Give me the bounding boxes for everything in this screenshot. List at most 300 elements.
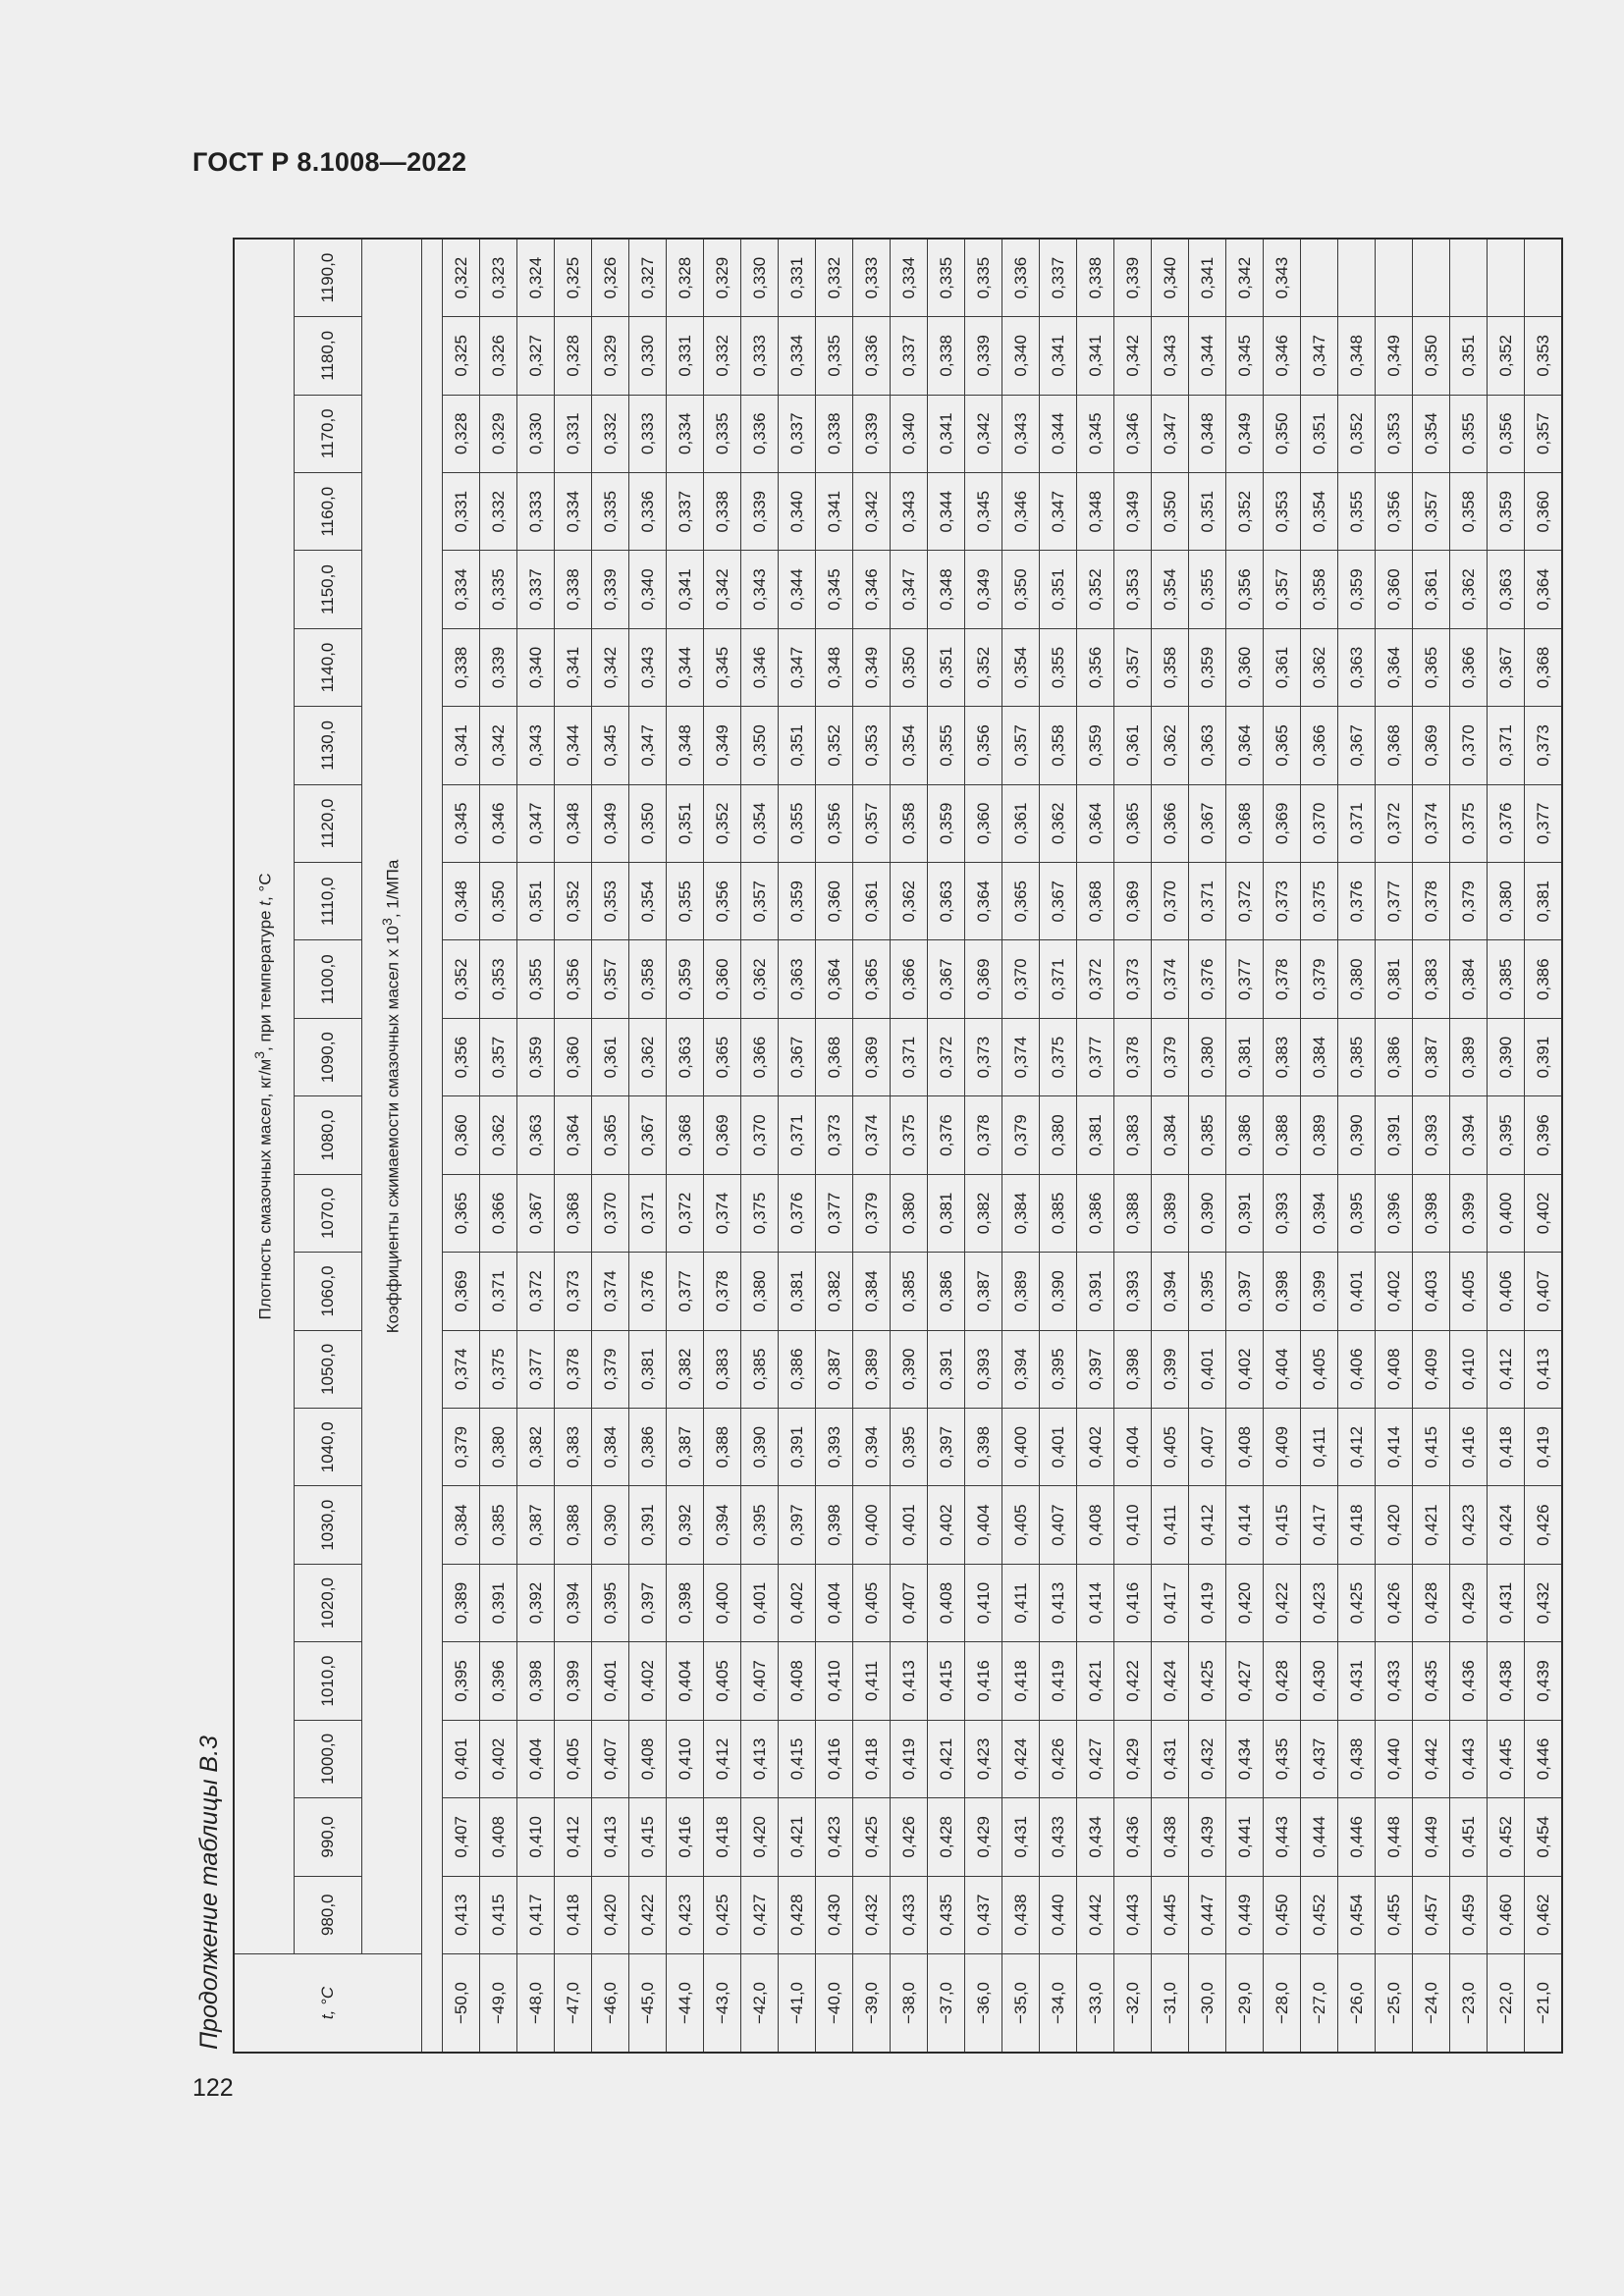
value-cell: 0,392 bbox=[667, 1486, 704, 1564]
value-cell: 0,352 bbox=[555, 863, 592, 940]
value-cell: 0,325 bbox=[443, 317, 480, 395]
coefficient-header bbox=[362, 239, 422, 1953]
value-cell: 0,350 bbox=[1413, 317, 1450, 395]
density-col-header: 1090,0 bbox=[295, 1018, 362, 1095]
value-cell: 0,378 bbox=[1114, 1018, 1152, 1095]
value-cell: 0,350 bbox=[629, 784, 667, 862]
value-cell: 0,390 bbox=[741, 1409, 779, 1486]
value-cell: 0,332 bbox=[816, 239, 853, 317]
value-cell: 0,416 bbox=[667, 1798, 704, 1876]
value-cell: 0,360 bbox=[443, 1096, 480, 1174]
density-col-header: 1150,0 bbox=[295, 551, 362, 628]
value-cell: 0,355 bbox=[1189, 551, 1226, 628]
value-cell: 0,379 bbox=[853, 1174, 891, 1252]
value-cell: 0,352 bbox=[965, 628, 1002, 706]
value-cell: 0,425 bbox=[853, 1798, 891, 1876]
value-cell: 0,415 bbox=[779, 1720, 816, 1797]
density-col-header: 1010,0 bbox=[295, 1642, 362, 1720]
value-cell: 0,395 bbox=[1189, 1253, 1226, 1330]
value-cell: 0,352 bbox=[816, 707, 853, 784]
value-cell: 0,398 bbox=[1264, 1253, 1301, 1330]
value-cell: 0,415 bbox=[480, 1876, 517, 1953]
value-cell: 0,365 bbox=[853, 940, 891, 1018]
value-cell: 0,374 bbox=[704, 1174, 741, 1252]
value-cell: 0,355 bbox=[779, 784, 816, 862]
value-cell: 0,359 bbox=[1338, 551, 1376, 628]
value-cell: 0,410 bbox=[1114, 1486, 1152, 1564]
value-cell: 0,328 bbox=[555, 317, 592, 395]
value-cell: 0,398 bbox=[667, 1564, 704, 1641]
value-cell: 0,405 bbox=[1152, 1409, 1189, 1486]
value-cell: 0,343 bbox=[517, 707, 555, 784]
table-row bbox=[1077, 239, 1114, 2053]
value-cell: 0,382 bbox=[965, 1174, 1002, 1252]
value-cell: 0,357 bbox=[480, 1018, 517, 1095]
table-row bbox=[1152, 239, 1189, 2053]
value-cell: 0,430 bbox=[816, 1876, 853, 1953]
value-cell: 0,407 bbox=[592, 1720, 629, 1797]
value-cell: 0,358 bbox=[1450, 472, 1488, 550]
value-cell: 0,371 bbox=[1488, 707, 1525, 784]
table-row bbox=[853, 239, 891, 2053]
value-cell: 0,374 bbox=[1413, 784, 1450, 862]
value-cell: 0,426 bbox=[891, 1798, 928, 1876]
value-cell: 0,347 bbox=[629, 707, 667, 784]
value-cell: 0,397 bbox=[779, 1486, 816, 1564]
value-cell: 0,402 bbox=[928, 1486, 965, 1564]
value-cell: 0,365 bbox=[1264, 707, 1301, 784]
value-cell: 0,361 bbox=[1264, 628, 1301, 706]
value-cell: 0,368 bbox=[555, 1174, 592, 1252]
density-col-header: 1060,0 bbox=[295, 1253, 362, 1330]
value-cell: 0,355 bbox=[1040, 628, 1077, 706]
value-cell: 0,416 bbox=[965, 1642, 1002, 1720]
value-cell: 0,357 bbox=[592, 940, 629, 1018]
value-cell: 0,434 bbox=[1226, 1720, 1264, 1797]
table-row bbox=[1189, 239, 1226, 2053]
value-cell: 0,371 bbox=[1338, 784, 1376, 862]
value-cell: 0,323 bbox=[480, 239, 517, 317]
value-cell: 0,329 bbox=[592, 317, 629, 395]
value-cell: 0,367 bbox=[779, 1018, 816, 1095]
value-cell: 0,395 bbox=[1338, 1174, 1376, 1252]
value-cell: 0,353 bbox=[1525, 317, 1563, 395]
value-cell: 0,342 bbox=[965, 395, 1002, 472]
value-cell: 0,331 bbox=[667, 317, 704, 395]
value-cell: 0,332 bbox=[704, 317, 741, 395]
value-cell bbox=[1450, 239, 1488, 317]
value-cell: 0,344 bbox=[1189, 317, 1226, 395]
value-cell: 0,441 bbox=[1226, 1798, 1264, 1876]
value-cell: 0,356 bbox=[1077, 628, 1114, 706]
value-cell: 0,322 bbox=[443, 239, 480, 317]
value-cell: 0,335 bbox=[816, 317, 853, 395]
value-cell: 0,349 bbox=[853, 628, 891, 706]
value-cell: 0,408 bbox=[779, 1642, 816, 1720]
value-cell: 0,347 bbox=[779, 628, 816, 706]
value-cell: 0,450 bbox=[1264, 1876, 1301, 1953]
value-cell: 0,369 bbox=[443, 1253, 480, 1330]
density-col-header: 1050,0 bbox=[295, 1330, 362, 1408]
temperature-cell: −35,0 bbox=[1002, 1953, 1040, 2053]
value-cell: 0,336 bbox=[629, 472, 667, 550]
value-cell: 0,345 bbox=[592, 707, 629, 784]
value-cell: 0,333 bbox=[629, 395, 667, 472]
value-cell: 0,334 bbox=[555, 472, 592, 550]
rotated-table-block bbox=[184, 243, 1552, 2069]
value-cell: 0,383 bbox=[555, 1409, 592, 1486]
temperature-cell: −31,0 bbox=[1152, 1953, 1189, 2053]
value-cell: 0,401 bbox=[741, 1564, 779, 1641]
value-cell: 0,429 bbox=[1114, 1720, 1152, 1797]
value-cell: 0,375 bbox=[1040, 1018, 1077, 1095]
value-cell: 0,341 bbox=[816, 472, 853, 550]
value-cell: 0,395 bbox=[1488, 1096, 1525, 1174]
value-cell: 0,381 bbox=[629, 1330, 667, 1408]
temperature-cell: −27,0 bbox=[1301, 1953, 1338, 2053]
value-cell: 0,375 bbox=[1450, 784, 1488, 862]
value-cell: 0,343 bbox=[1152, 317, 1189, 395]
value-cell: 0,364 bbox=[1376, 628, 1413, 706]
value-cell: 0,376 bbox=[1189, 940, 1226, 1018]
value-cell: 0,349 bbox=[704, 707, 741, 784]
value-cell: 0,336 bbox=[741, 395, 779, 472]
value-cell: 0,332 bbox=[480, 472, 517, 550]
value-cell: 0,344 bbox=[1040, 395, 1077, 472]
value-cell: 0,413 bbox=[443, 1876, 480, 1953]
value-cell: 0,365 bbox=[592, 1096, 629, 1174]
value-cell: 0,381 bbox=[1226, 1018, 1264, 1095]
value-cell: 0,386 bbox=[779, 1330, 816, 1408]
value-cell: 0,348 bbox=[1189, 395, 1226, 472]
value-cell: 0,353 bbox=[853, 707, 891, 784]
value-cell: 0,408 bbox=[928, 1564, 965, 1641]
value-cell: 0,332 bbox=[592, 395, 629, 472]
value-cell: 0,342 bbox=[853, 472, 891, 550]
value-cell: 0,335 bbox=[965, 239, 1002, 317]
value-cell: 0,386 bbox=[1376, 1018, 1413, 1095]
value-cell: 0,428 bbox=[779, 1876, 816, 1953]
temperature-cell: −46,0 bbox=[592, 1953, 629, 2053]
value-cell: 0,434 bbox=[1077, 1798, 1114, 1876]
value-cell: 0,342 bbox=[1226, 239, 1264, 317]
value-cell: 0,338 bbox=[555, 551, 592, 628]
value-cell: 0,356 bbox=[1376, 472, 1413, 550]
value-cell: 0,344 bbox=[555, 707, 592, 784]
value-cell: 0,330 bbox=[741, 239, 779, 317]
value-cell: 0,378 bbox=[555, 1330, 592, 1408]
value-cell: 0,408 bbox=[1077, 1486, 1114, 1564]
value-cell: 0,364 bbox=[555, 1096, 592, 1174]
table-row bbox=[1450, 239, 1488, 2053]
temperature-cell: −33,0 bbox=[1077, 1953, 1114, 2053]
value-cell: 0,347 bbox=[1301, 317, 1338, 395]
table-row bbox=[1338, 239, 1376, 2053]
value-cell: 0,375 bbox=[741, 1174, 779, 1252]
value-cell: 0,366 bbox=[1301, 707, 1338, 784]
temperature-cell: −29,0 bbox=[1226, 1953, 1264, 2053]
value-cell: 0,338 bbox=[704, 472, 741, 550]
table-row bbox=[592, 239, 629, 2053]
value-cell: 0,423 bbox=[667, 1876, 704, 1953]
value-cell: 0,363 bbox=[517, 1096, 555, 1174]
value-cell: 0,357 bbox=[1264, 551, 1301, 628]
value-cell: 0,365 bbox=[1114, 784, 1152, 862]
value-cell: 0,379 bbox=[1301, 940, 1338, 1018]
value-cell: 0,401 bbox=[443, 1720, 480, 1797]
value-cell: 0,346 bbox=[1264, 317, 1301, 395]
value-cell: 0,402 bbox=[1077, 1409, 1114, 1486]
value-cell: 0,378 bbox=[1264, 940, 1301, 1018]
value-cell: 0,398 bbox=[965, 1409, 1002, 1486]
density-col-header: 1070,0 bbox=[295, 1174, 362, 1252]
value-cell: 0,397 bbox=[1077, 1330, 1114, 1408]
value-cell: 0,419 bbox=[891, 1720, 928, 1797]
value-cell: 0,404 bbox=[517, 1720, 555, 1797]
value-cell: 0,334 bbox=[443, 551, 480, 628]
value-cell: 0,424 bbox=[1152, 1642, 1189, 1720]
value-cell: 0,333 bbox=[517, 472, 555, 550]
value-cell: 0,350 bbox=[891, 628, 928, 706]
value-cell: 0,436 bbox=[1114, 1798, 1152, 1876]
value-cell: 0,420 bbox=[592, 1876, 629, 1953]
value-cell: 0,375 bbox=[891, 1096, 928, 1174]
value-cell: 0,342 bbox=[704, 551, 741, 628]
value-cell: 0,327 bbox=[517, 317, 555, 395]
value-cell: 0,328 bbox=[443, 395, 480, 472]
value-cell: 0,372 bbox=[928, 1018, 965, 1095]
value-cell: 0,407 bbox=[1189, 1409, 1226, 1486]
value-cell: 0,387 bbox=[965, 1253, 1002, 1330]
table-row bbox=[965, 239, 1002, 2053]
density-row bbox=[295, 239, 362, 2053]
value-cell: 0,354 bbox=[1002, 628, 1040, 706]
table-caption: Продолжение таблицы В.3 bbox=[195, 1735, 223, 2050]
density-col-header: 1000,0 bbox=[295, 1720, 362, 1797]
value-cell: 0,356 bbox=[816, 784, 853, 862]
value-cell: 0,355 bbox=[1338, 472, 1376, 550]
value-cell: 0,358 bbox=[1040, 707, 1077, 784]
value-cell: 0,374 bbox=[443, 1330, 480, 1408]
value-cell: 0,404 bbox=[816, 1564, 853, 1641]
value-cell: 0,345 bbox=[816, 551, 853, 628]
value-cell: 0,361 bbox=[853, 863, 891, 940]
value-cell: 0,334 bbox=[779, 317, 816, 395]
value-cell: 0,407 bbox=[443, 1798, 480, 1876]
value-cell: 0,395 bbox=[891, 1409, 928, 1486]
value-cell: 0,379 bbox=[592, 1330, 629, 1408]
value-cell: 0,341 bbox=[667, 551, 704, 628]
value-cell: 0,404 bbox=[965, 1486, 1002, 1564]
value-cell: 0,363 bbox=[1338, 628, 1376, 706]
value-cell: 0,341 bbox=[1189, 239, 1226, 317]
value-cell: 0,415 bbox=[1264, 1486, 1301, 1564]
density-header-exp: 3 bbox=[252, 1050, 269, 1059]
value-cell: 0,394 bbox=[853, 1409, 891, 1486]
value-cell: 0,364 bbox=[816, 940, 853, 1018]
value-cell: 0,426 bbox=[1525, 1486, 1563, 1564]
value-cell: 0,354 bbox=[1301, 472, 1338, 550]
value-cell: 0,445 bbox=[1152, 1876, 1189, 1953]
value-cell: 0,363 bbox=[928, 863, 965, 940]
value-cell: 0,405 bbox=[1002, 1486, 1040, 1564]
value-cell: 0,366 bbox=[1152, 784, 1189, 862]
value-cell: 0,345 bbox=[1077, 395, 1114, 472]
value-cell: 0,345 bbox=[1226, 317, 1264, 395]
value-cell: 0,384 bbox=[853, 1253, 891, 1330]
value-cell: 0,418 bbox=[1002, 1642, 1040, 1720]
value-cell: 0,408 bbox=[629, 1720, 667, 1797]
value-cell: 0,414 bbox=[1376, 1409, 1413, 1486]
value-cell: 0,423 bbox=[1450, 1486, 1488, 1564]
value-cell: 0,361 bbox=[592, 1018, 629, 1095]
value-cell: 0,380 bbox=[480, 1409, 517, 1486]
value-cell: 0,349 bbox=[1114, 472, 1152, 550]
value-cell: 0,425 bbox=[1338, 1564, 1376, 1641]
value-cell: 0,395 bbox=[443, 1642, 480, 1720]
value-cell: 0,389 bbox=[1450, 1018, 1488, 1095]
value-cell: 0,386 bbox=[1525, 940, 1563, 1018]
table-row bbox=[1525, 239, 1563, 2053]
value-cell: 0,360 bbox=[704, 940, 741, 1018]
value-cell: 0,398 bbox=[816, 1486, 853, 1564]
value-cell: 0,385 bbox=[1040, 1174, 1077, 1252]
value-cell: 0,432 bbox=[1189, 1720, 1226, 1797]
value-cell: 0,395 bbox=[1040, 1330, 1077, 1408]
value-cell: 0,369 bbox=[704, 1096, 741, 1174]
value-cell: 0,435 bbox=[928, 1876, 965, 1953]
value-cell: 0,442 bbox=[1413, 1720, 1450, 1797]
value-cell: 0,348 bbox=[443, 863, 480, 940]
value-cell: 0,419 bbox=[1040, 1642, 1077, 1720]
value-cell: 0,350 bbox=[1002, 551, 1040, 628]
value-cell: 0,429 bbox=[965, 1798, 1002, 1876]
value-cell bbox=[1413, 239, 1450, 317]
value-cell bbox=[1525, 239, 1563, 317]
value-cell: 0,351 bbox=[1301, 395, 1338, 472]
page-number: 122 bbox=[192, 2074, 234, 2102]
temperature-cell: −36,0 bbox=[965, 1953, 1002, 2053]
value-cell: 0,368 bbox=[1376, 707, 1413, 784]
value-cell: 0,356 bbox=[704, 863, 741, 940]
density-col-header: 1140,0 bbox=[295, 628, 362, 706]
value-cell: 0,423 bbox=[816, 1798, 853, 1876]
value-cell: 0,358 bbox=[891, 784, 928, 862]
value-cell: 0,396 bbox=[480, 1642, 517, 1720]
value-cell: 0,439 bbox=[1525, 1642, 1563, 1720]
value-cell: 0,365 bbox=[704, 1018, 741, 1095]
value-cell: 0,370 bbox=[592, 1174, 629, 1252]
value-cell: 0,402 bbox=[1376, 1253, 1413, 1330]
value-cell: 0,359 bbox=[1077, 707, 1114, 784]
value-cell: 0,335 bbox=[592, 472, 629, 550]
temperature-cell: −21,0 bbox=[1525, 1953, 1563, 2053]
value-cell: 0,383 bbox=[1114, 1096, 1152, 1174]
value-cell: 0,394 bbox=[1301, 1174, 1338, 1252]
value-cell: 0,448 bbox=[1376, 1798, 1413, 1876]
value-cell: 0,412 bbox=[1338, 1409, 1376, 1486]
value-cell: 0,360 bbox=[1376, 551, 1413, 628]
density-col-header: 1180,0 bbox=[295, 317, 362, 395]
value-cell: 0,349 bbox=[1226, 395, 1264, 472]
value-cell: 0,393 bbox=[1264, 1174, 1301, 1252]
value-cell: 0,397 bbox=[629, 1564, 667, 1641]
value-cell: 0,411 bbox=[1152, 1486, 1189, 1564]
value-cell: 0,363 bbox=[779, 940, 816, 1018]
value-cell: 0,384 bbox=[443, 1486, 480, 1564]
value-cell: 0,357 bbox=[741, 863, 779, 940]
value-cell: 0,378 bbox=[965, 1096, 1002, 1174]
value-cell: 0,363 bbox=[1189, 707, 1226, 784]
value-cell: 0,341 bbox=[1040, 317, 1077, 395]
value-cell: 0,420 bbox=[741, 1798, 779, 1876]
temperature-cell: −30,0 bbox=[1189, 1953, 1226, 2053]
value-cell: 0,396 bbox=[1525, 1096, 1563, 1174]
value-cell: 0,373 bbox=[816, 1096, 853, 1174]
value-cell: 0,361 bbox=[1002, 784, 1040, 862]
value-cell: 0,370 bbox=[1152, 863, 1189, 940]
value-cell: 0,412 bbox=[1189, 1486, 1226, 1564]
value-cell bbox=[1488, 239, 1525, 317]
value-cell: 0,376 bbox=[928, 1096, 965, 1174]
value-cell: 0,412 bbox=[704, 1720, 741, 1797]
value-cell: 0,423 bbox=[1301, 1564, 1338, 1641]
value-cell: 0,401 bbox=[1189, 1330, 1226, 1408]
value-cell: 0,353 bbox=[1376, 395, 1413, 472]
value-cell: 0,394 bbox=[555, 1564, 592, 1641]
value-cell: 0,371 bbox=[779, 1096, 816, 1174]
value-cell: 0,361 bbox=[1114, 707, 1152, 784]
value-cell: 0,402 bbox=[1226, 1330, 1264, 1408]
value-cell: 0,351 bbox=[1189, 472, 1226, 550]
value-cell: 0,426 bbox=[1040, 1720, 1077, 1797]
value-cell: 0,401 bbox=[891, 1486, 928, 1564]
value-cell: 0,391 bbox=[1525, 1018, 1563, 1095]
value-cell: 0,394 bbox=[1450, 1096, 1488, 1174]
density-col-header: 1080,0 bbox=[295, 1096, 362, 1174]
value-cell bbox=[1338, 239, 1376, 317]
value-cell: 0,328 bbox=[667, 239, 704, 317]
value-cell: 0,335 bbox=[928, 239, 965, 317]
density-col-header: 1110,0 bbox=[295, 863, 362, 940]
value-cell: 0,438 bbox=[1002, 1876, 1040, 1953]
value-cell: 0,395 bbox=[592, 1564, 629, 1641]
density-col-header: 1130,0 bbox=[295, 707, 362, 784]
temperature-cell: −32,0 bbox=[1114, 1953, 1152, 2053]
value-cell: 0,438 bbox=[1338, 1720, 1376, 1797]
value-cell: 0,433 bbox=[1376, 1642, 1413, 1720]
value-cell: 0,377 bbox=[1525, 784, 1563, 862]
value-cell: 0,405 bbox=[555, 1720, 592, 1797]
value-cell: 0,358 bbox=[1301, 551, 1338, 628]
value-cell: 0,355 bbox=[1450, 395, 1488, 472]
value-cell: 0,376 bbox=[629, 1253, 667, 1330]
density-col-header: 1120,0 bbox=[295, 784, 362, 862]
value-cell: 0,427 bbox=[1077, 1720, 1114, 1797]
value-cell: 0,435 bbox=[1413, 1642, 1450, 1720]
table-row bbox=[1488, 239, 1525, 2053]
value-cell: 0,402 bbox=[779, 1564, 816, 1641]
value-cell: 0,357 bbox=[1525, 395, 1563, 472]
value-cell: 0,344 bbox=[667, 628, 704, 706]
value-cell: 0,383 bbox=[704, 1330, 741, 1408]
value-cell: 0,402 bbox=[480, 1720, 517, 1797]
value-cell: 0,352 bbox=[1338, 395, 1376, 472]
table-row bbox=[928, 239, 965, 2053]
value-cell: 0,334 bbox=[667, 395, 704, 472]
value-cell: 0,374 bbox=[1152, 940, 1189, 1018]
temperature-cell: −39,0 bbox=[853, 1953, 891, 2053]
